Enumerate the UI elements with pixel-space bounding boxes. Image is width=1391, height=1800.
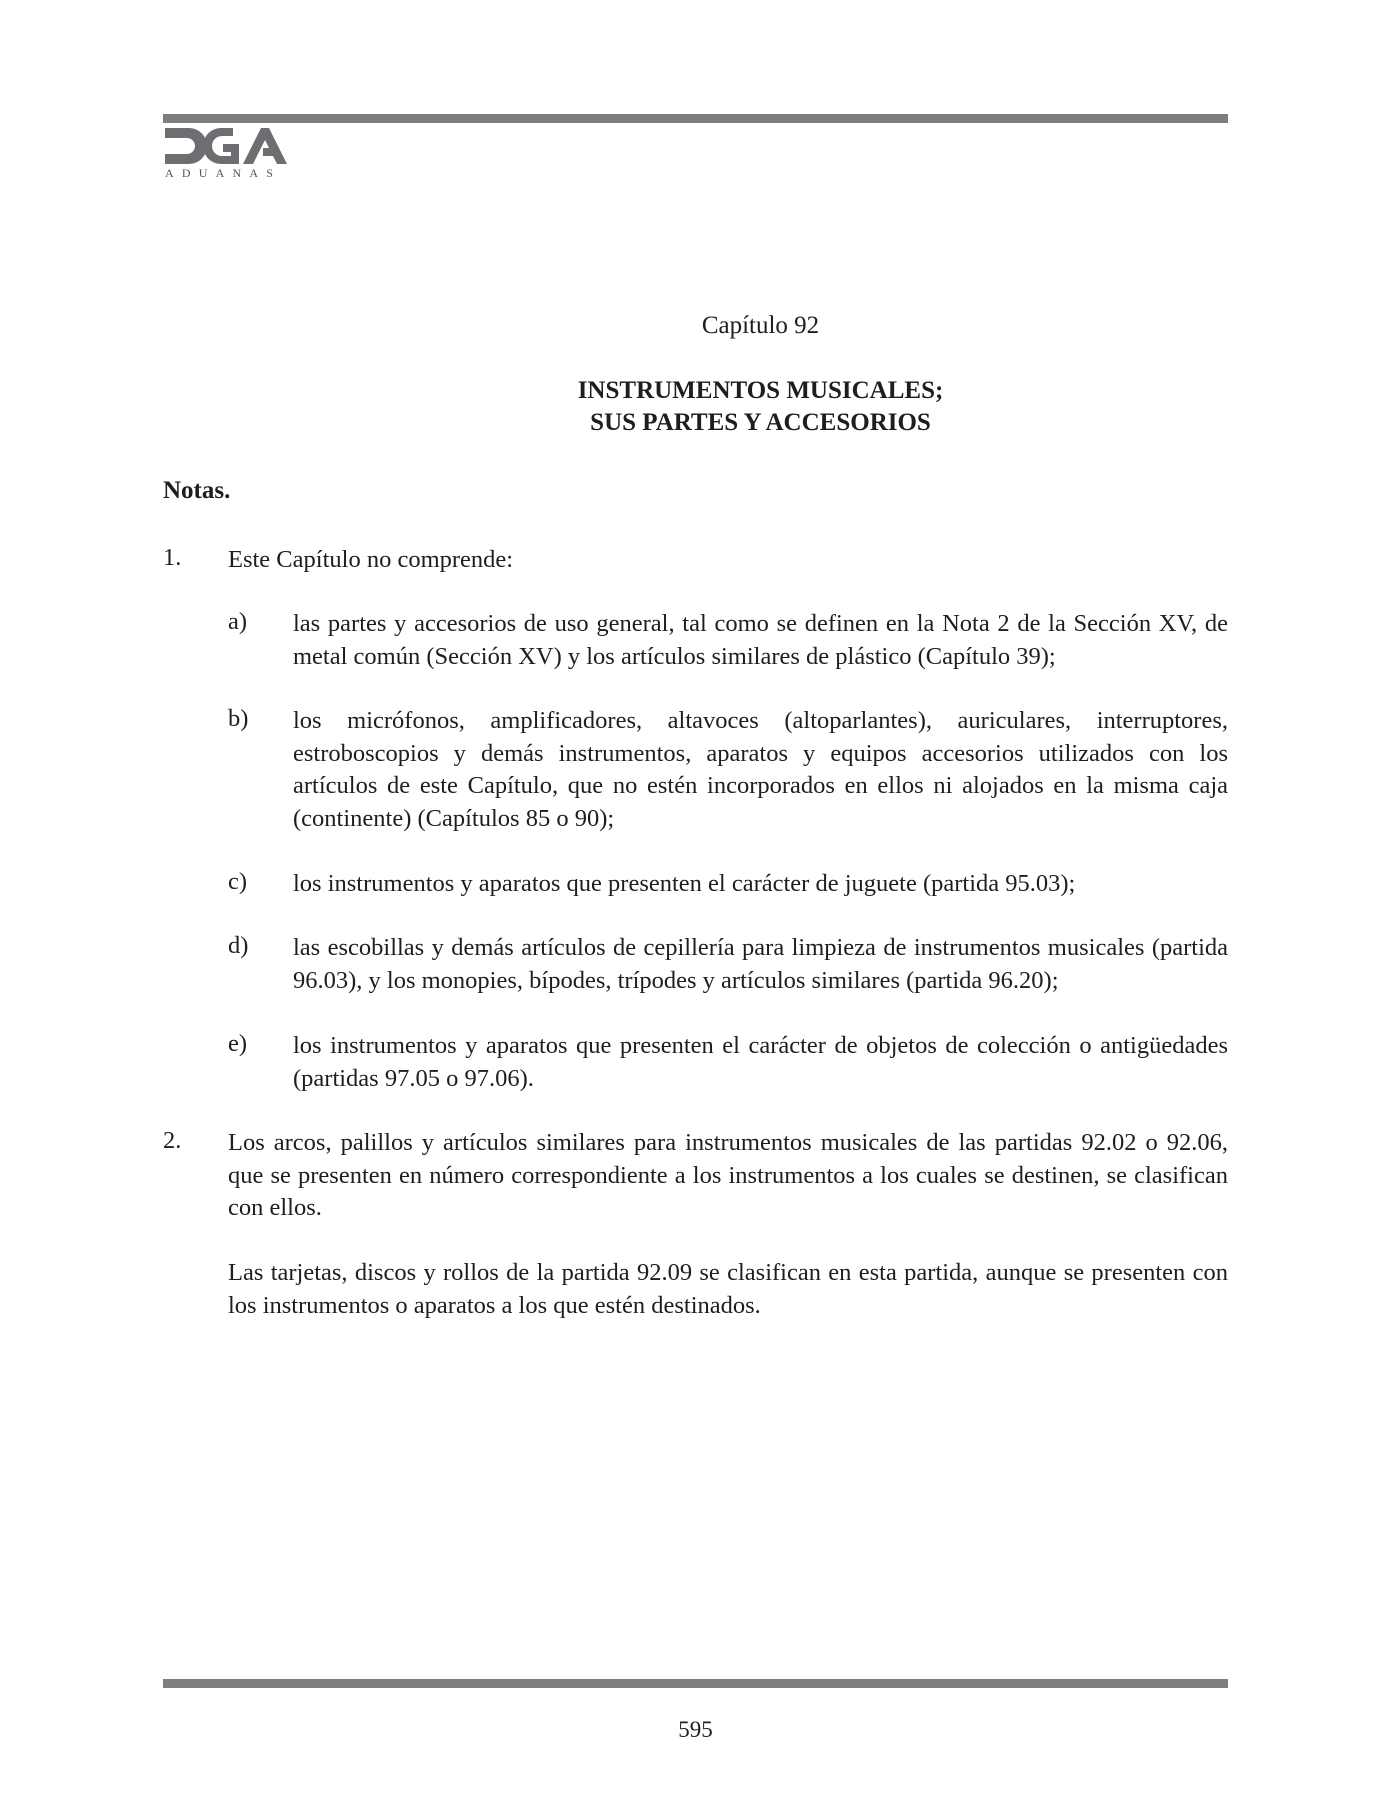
- subitem-letter: d): [228, 932, 249, 959]
- subitem-letter: e): [228, 1030, 248, 1057]
- subitem-text: los micrófonos, amplificadores, altavoces (altoparlantes), auriculares, interruptores, estroboscopios y demás instrumentos, aparatos y equipos accesorios utilizados con los artículos de este Capítulo, que no estén incorporados en ellos ni alojados en la misma caja (continente) (Capítulos 85 o 90);: [293, 707, 1228, 832]
- chapter-title: [163, 375, 1228, 439]
- dga-logo: [165, 128, 295, 184]
- subitem-letter: a): [228, 608, 248, 635]
- dga-logo-mark: [165, 128, 287, 164]
- chapter-label: Capítulo 92: [701, 312, 820, 339]
- note-paragraph: Las tarjetas, discos y rollos de la partida 92.09 se clasifican en esta partida, aunque se presenten con los instrumentos o aparatos a los que estén destinados.: [228, 1259, 1228, 1319]
- subitem-letter: b): [228, 705, 249, 732]
- note-number: 1.: [163, 544, 182, 571]
- notes-heading: Notas.: [163, 477, 231, 504]
- subitem-text: las escobillas y demás artículos de cepillería para limpieza de instrumentos musicales (partida 96.03), y los monopies, bípodes, trípodes y artículos similares (partida 96.20);: [293, 934, 1228, 994]
- note-number: 2.: [163, 1127, 182, 1154]
- note-text: Los arcos, palillos y artículos similares para instrumentos musicales de las partidas 92.02 o 92.06, que se presenten en número correspondiente a los instrumentos a los cuales se destinen, se clasifican con ellos.: [228, 1129, 1228, 1221]
- subitem-text: las partes y accesorios de uso general, tal como se definen en la Nota 2 de la Sección XV, de metal común (Sección XV) y los artículos similares de plástico (Capítulo 39);: [293, 610, 1228, 670]
- page-number: 595: [678, 1717, 713, 1742]
- subitem-text: los instrumentos y aparatos que presenten el carácter de juguete (partida 95.03);: [293, 870, 1076, 897]
- chapter-title-line-2: SUS PARTES Y ACCESORIOS: [590, 409, 931, 436]
- subitem-text: los instrumentos y aparatos que presenten el carácter de objetos de colección o antigüedades (partidas 97.05 o 97.06).: [293, 1032, 1228, 1092]
- header-rule: [163, 114, 1228, 123]
- footer-rule: [163, 1679, 1228, 1688]
- subitem-letter: c): [228, 868, 248, 895]
- chapter-title-line-1: INSTRUMENTOS MUSICALES;: [577, 377, 944, 404]
- logo-caption: ADUANAS: [165, 166, 282, 180]
- note-text: Este Capítulo no comprende:: [228, 546, 514, 573]
